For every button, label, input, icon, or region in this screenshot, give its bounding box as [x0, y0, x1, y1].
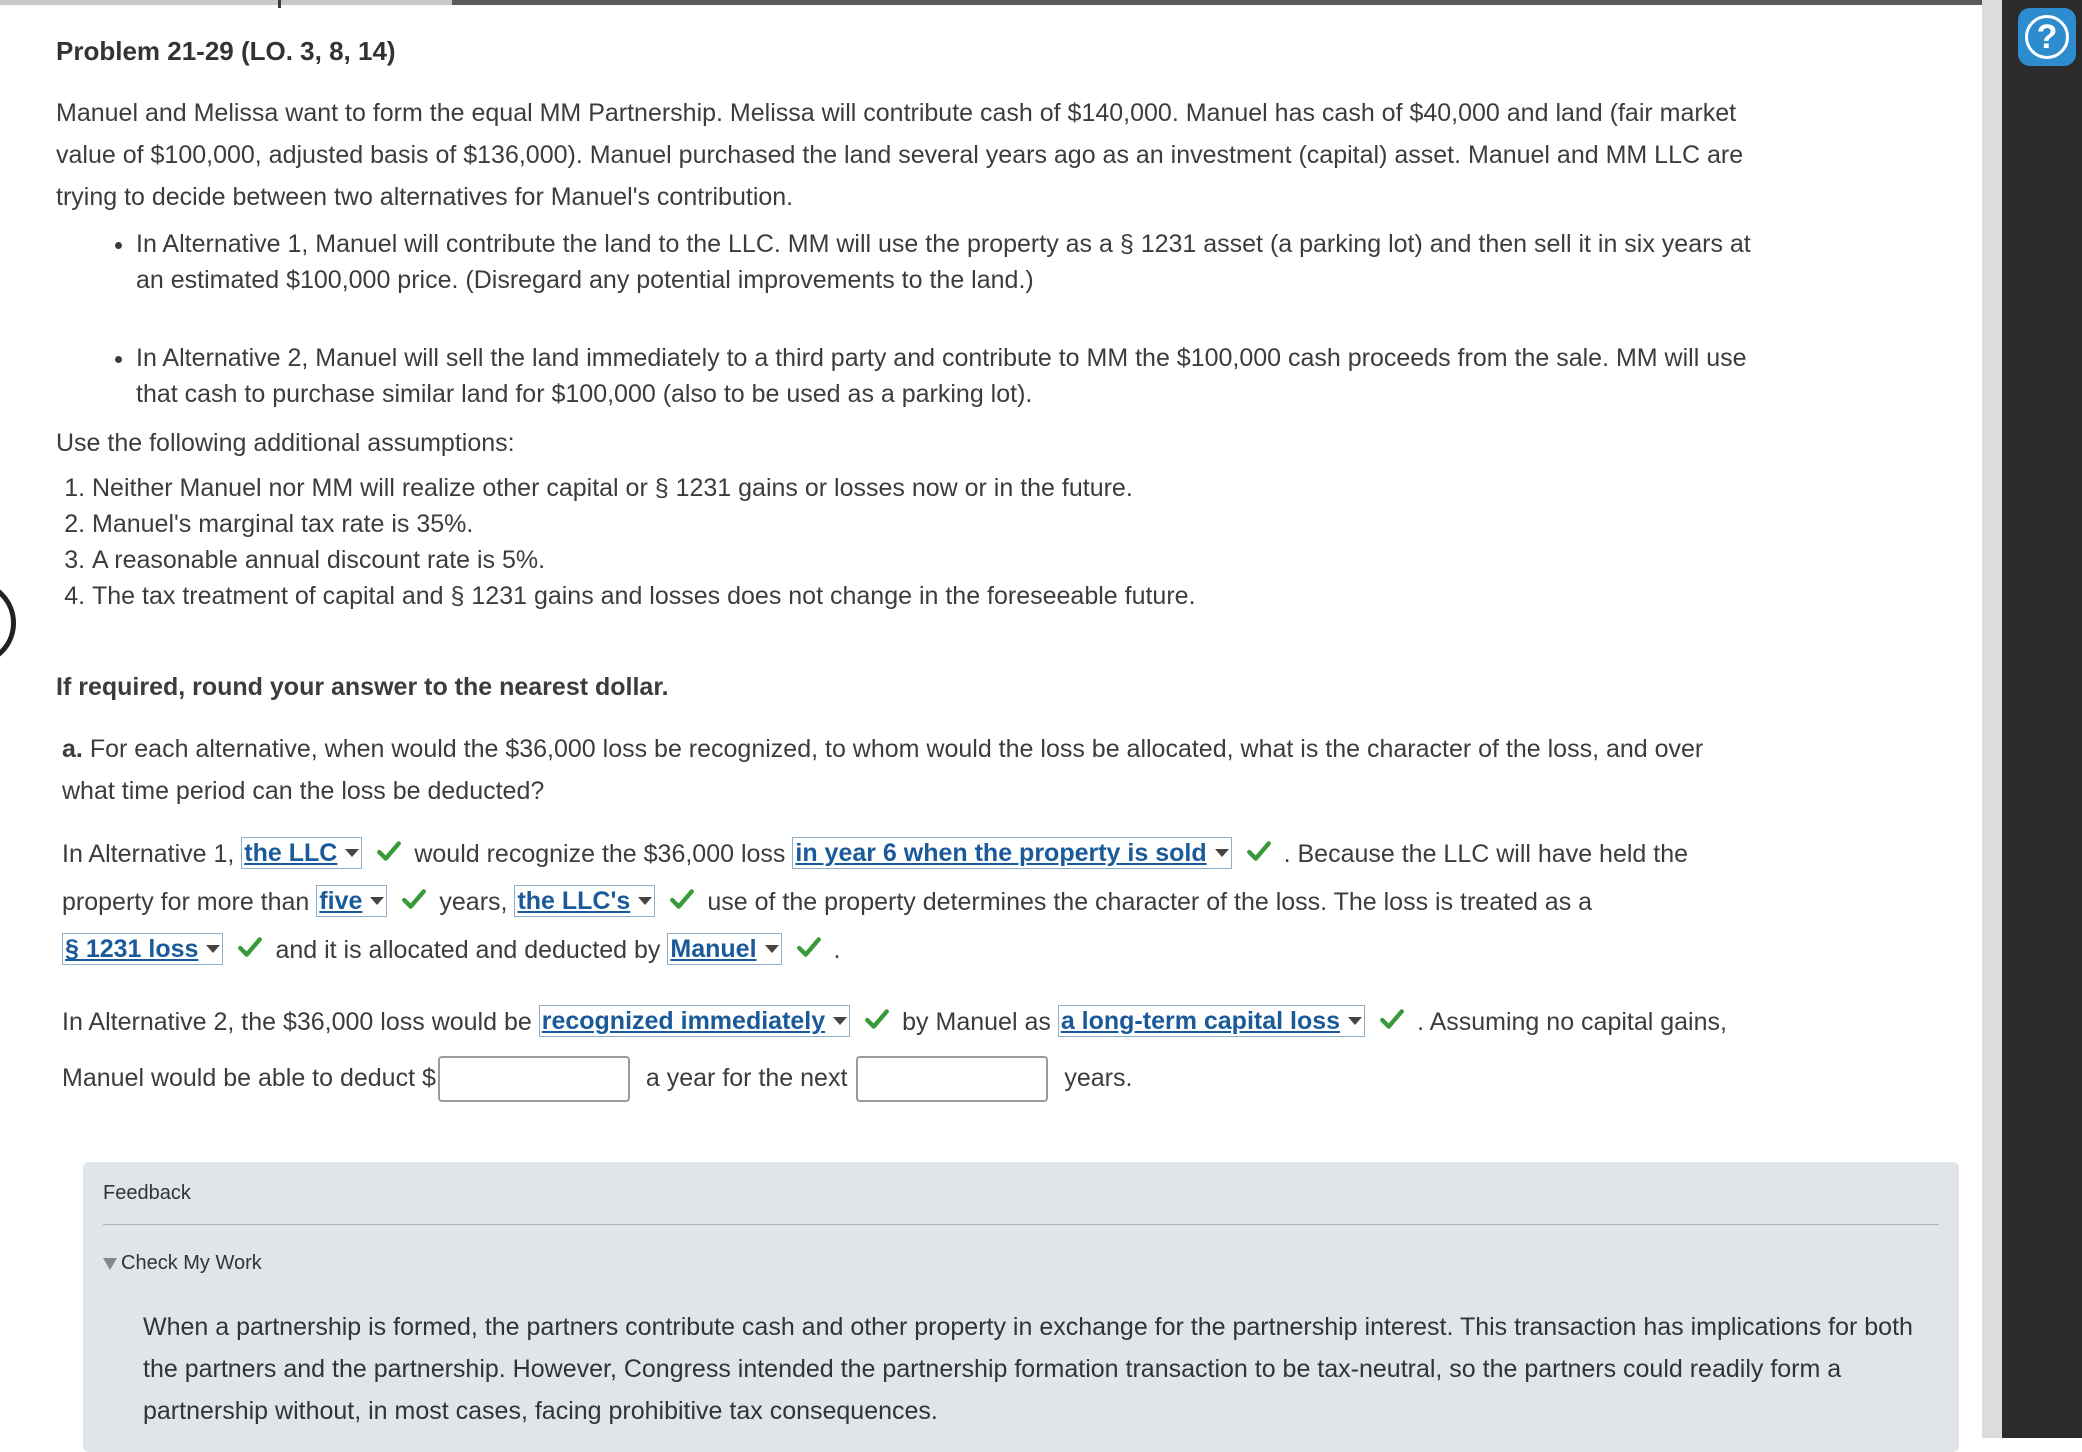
recognizer-dropdown[interactable]	[241, 837, 362, 869]
check-mark-icon	[864, 1006, 890, 1032]
answer-text: In Alternative 2, the $36,000 loss would be	[62, 1008, 532, 1036]
caret-down-icon	[345, 849, 359, 857]
allocation-dropdown[interactable]	[667, 933, 781, 965]
problem-intro: Manuel and Melissa want to form the equal MM Partnership. Melissa will contribute cash of $140,000. Manuel has cash of $40,000 and land (fair market value of $100,000, adjusted basis of $136,000). Manuel purchased the land several years ago as an investment (capital) asset. Manuel and MM LLC are trying to decide between two alternatives for Manuel's contribution.	[56, 99, 1744, 211]
feedback-divider	[103, 1224, 1939, 1225]
question-a	[56, 728, 1756, 812]
check-mark-icon	[376, 838, 402, 864]
check-my-work-label: Check My Work	[121, 1252, 262, 1274]
dropdown-value: Manuel	[670, 935, 757, 964]
feedback-title: Feedback	[103, 1182, 191, 1204]
years-input[interactable]	[856, 1056, 1048, 1102]
character-dropdown[interactable]	[62, 933, 223, 965]
alternative-2-answer	[56, 994, 1756, 1106]
answer-text: a year for the next	[645, 1064, 848, 1092]
check-mark-icon	[1246, 838, 1272, 864]
feedback-panel	[83, 1162, 1959, 1452]
problem-title: Problem 21-29 (LO. 3, 8, 14)	[56, 36, 396, 66]
dropdown-value: the LLC	[244, 839, 338, 868]
answer-text: by Manuel as	[902, 1008, 1051, 1036]
recognition-timing-dropdown[interactable]	[539, 1005, 850, 1037]
caret-down-icon	[370, 897, 384, 905]
answer-text: years.	[1064, 1064, 1133, 1092]
question-letter: a.	[62, 735, 83, 763]
answer-text: . Assuming no capital gains, Manuel would be able to deduct $	[62, 1008, 1727, 1092]
rounding-note: If required, round your answer to the nearest dollar.	[56, 673, 669, 701]
assumption-1: 1. Neither Manuel nor MM will realize other capital or § 1231 gains or losses now or in the future.	[92, 470, 1756, 506]
dropdown-value: five	[319, 887, 363, 916]
check-mark-icon	[796, 934, 822, 960]
timing-dropdown[interactable]	[792, 837, 1231, 869]
dropdown-value: recognized immediately	[541, 1007, 826, 1036]
dropdown-value: a long-term capital loss	[1060, 1007, 1341, 1036]
top-tick	[278, 0, 281, 8]
dropdown-value: § 1231 loss	[65, 935, 199, 964]
answer-text: . Because the LLC will have held the property for more than	[62, 840, 1689, 916]
answer-text: .	[833, 936, 841, 964]
assumption-3: 3. A reasonable annual discount rate is 5%.	[92, 542, 1756, 578]
loss-type-dropdown[interactable]	[1058, 1005, 1365, 1037]
holding-period-dropdown[interactable]	[316, 885, 387, 917]
dropdown-value: in year 6 when the property is sold	[795, 839, 1207, 868]
alternative-1-answer	[56, 830, 1756, 974]
assumptions-list	[56, 470, 1756, 614]
question-circle-icon: ?	[2025, 15, 2069, 59]
user-dropdown[interactable]	[514, 885, 655, 917]
triangle-down-icon	[103, 1258, 117, 1270]
edge-circle-icon	[0, 580, 16, 666]
dropdown-value: the LLC's	[517, 887, 631, 916]
caret-down-icon	[765, 945, 779, 953]
answer-text: would recognize the $36,000 loss	[414, 840, 786, 868]
assumptions-lead: Use the following additional assumptions:	[56, 429, 515, 457]
alternative-1: • In Alternative 1, Manuel will contribute the land to the LLC. MM will use the property as a § 1231 asset (a parking lot) and then sell it in six years at an estimated $100,000 price. (Disregard any potential improvements to the land.)	[136, 226, 1756, 298]
alternatives-list	[56, 226, 1756, 412]
assumption-4: 4. The tax treatment of capital and § 1231 gains and losses does not change in the foreseeable future.	[92, 578, 1756, 614]
alternative-2: • In Alternative 2, Manuel will sell the land immediately to a third party and contribute to MM the $100,000 cash proceeds from the sale. MM will use that cash to purchase similar land for $100,000 (also to be used as a parking lot).	[136, 340, 1756, 412]
problem-content	[56, 30, 1756, 1106]
assumption-2: 2. Manuel's marginal tax rate is 35%.	[92, 506, 1756, 542]
check-mark-icon	[401, 886, 427, 912]
check-my-work-toggle[interactable]	[103, 1252, 262, 1275]
feedback-text: When a partnership is formed, the partners contribute cash and other property in exchange for the partnership interest. This transaction has implications for both the partners and the partnership. However, Congress intended the partnership formation transaction to be tax-neutral, so the partners could readily form a partnership without, in most cases, facing prohibitive tax consequences.	[143, 1313, 1913, 1425]
answer-text: use of the property determines the character of the loss. The loss is treated as a	[707, 888, 1593, 916]
caret-down-icon	[206, 945, 220, 953]
answer-text: In Alternative 1,	[62, 840, 235, 868]
caret-down-icon	[638, 897, 652, 905]
annual-deduction-input[interactable]	[438, 1056, 630, 1102]
caret-down-icon	[1348, 1017, 1362, 1025]
answer-text: and it is allocated and deducted by	[275, 936, 661, 964]
caret-down-icon	[1215, 849, 1229, 857]
check-mark-icon	[237, 934, 263, 960]
check-mark-icon	[669, 886, 695, 912]
help-button[interactable]	[2018, 8, 2076, 66]
caret-down-icon	[833, 1017, 847, 1025]
top-tab-indicator	[0, 0, 452, 5]
answer-text: years,	[439, 888, 508, 916]
scrollbar[interactable]	[1982, 0, 2002, 1438]
question-text: For each alternative, when would the $36,000 loss be recognized, to whom would the loss be allocated, what is the character of the loss, and over what time period can the loss be deducted?	[62, 735, 1704, 805]
check-mark-icon	[1379, 1006, 1405, 1032]
